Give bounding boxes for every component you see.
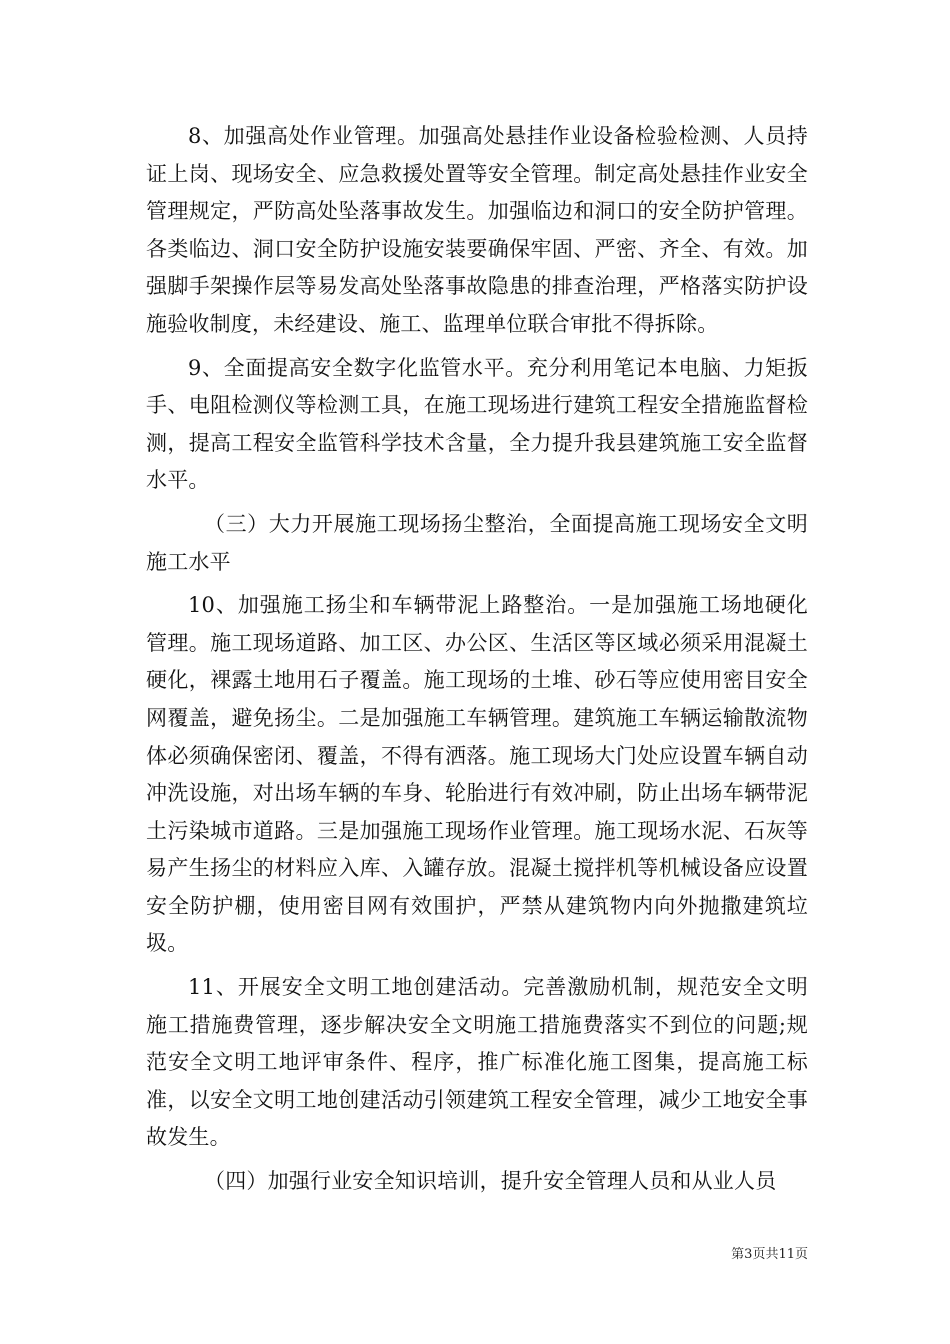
paragraph-11: 11、开展安全文明工地创建活动。完善激励机制，规范安全文明施工措施费管理，逐步解决安全文明施工措施费落实不到位的问题;规范安全文明工地评审条件、程序，推广标准化施工图集，提高施工标准，以安全文明工地创建活动引领建筑工程安全管理，减少工地安全事故发生。 bbox=[146, 975, 808, 1150]
document-body bbox=[146, 118, 808, 1201]
paragraph-9: 9、全面提高安全数字化监管水平。充分利用笔记本电脑、力矩扳手、电阻检测仪等检测工具，在施工现场进行建筑工程安全措施监督检测，提高工程安全监管科学技术含量，全力提升我县建筑施工安全监督水平。 bbox=[146, 355, 808, 493]
paragraph-8: 8、加强高处作业管理。加强高处悬挂作业设备检验检测、人员持证上岗、现场安全、应急救援处置等安全管理。制定高处悬挂作业安全管理规定，严防高处坠落事故发生。加强临边和洞口的安全防护管理。各类临边、洞口安全防护设施安装要确保牢固、严密、齐全、有效。加强脚手架操作层等易发高处坠落事故隐患的排查治理，严格落实防护设施验收制度，未经建设、施工、监理单位联合审批不得拆除。 bbox=[146, 124, 808, 336]
section-heading-4: （四）加强行业安全知识培训，提升安全管理人员和从业人员 bbox=[204, 1169, 777, 1194]
page-number-footer: 第3页共11页 bbox=[731, 1247, 808, 1262]
section-heading-3: （三）大力开展施工现场扬尘整治，全面提高施工现场安全文明施工水平 bbox=[146, 511, 808, 574]
paragraph-10: 10、加强施工扬尘和车辆带泥上路整治。一是加强施工场地硬化管理。施工现场道路、加工区、办公区、生活区等区域必须采用混凝土硬化，裸露土地用石子覆盖。施工现场的土堆、砂石等应使用密目安全网覆盖，避免扬尘。二是加强施工车辆管理。建筑施工车辆运输散流物体必须确保密闭、覆盖，不得有洒落。施工现场大门处应设置车辆自动冲洗设施，对出场车辆的车身、轮胎进行有效冲刷，防止出场车辆带泥土污染城市道路。三是加强施工现场作业管理。施工现场水泥、石灰等易产生扬尘的材料应入库、入罐存放。混凝土搅拌机等机械设备应设置安全防护棚，使用密目网有效围护，严禁从建筑物内向外抛撒建筑垃圾。 bbox=[146, 593, 808, 956]
